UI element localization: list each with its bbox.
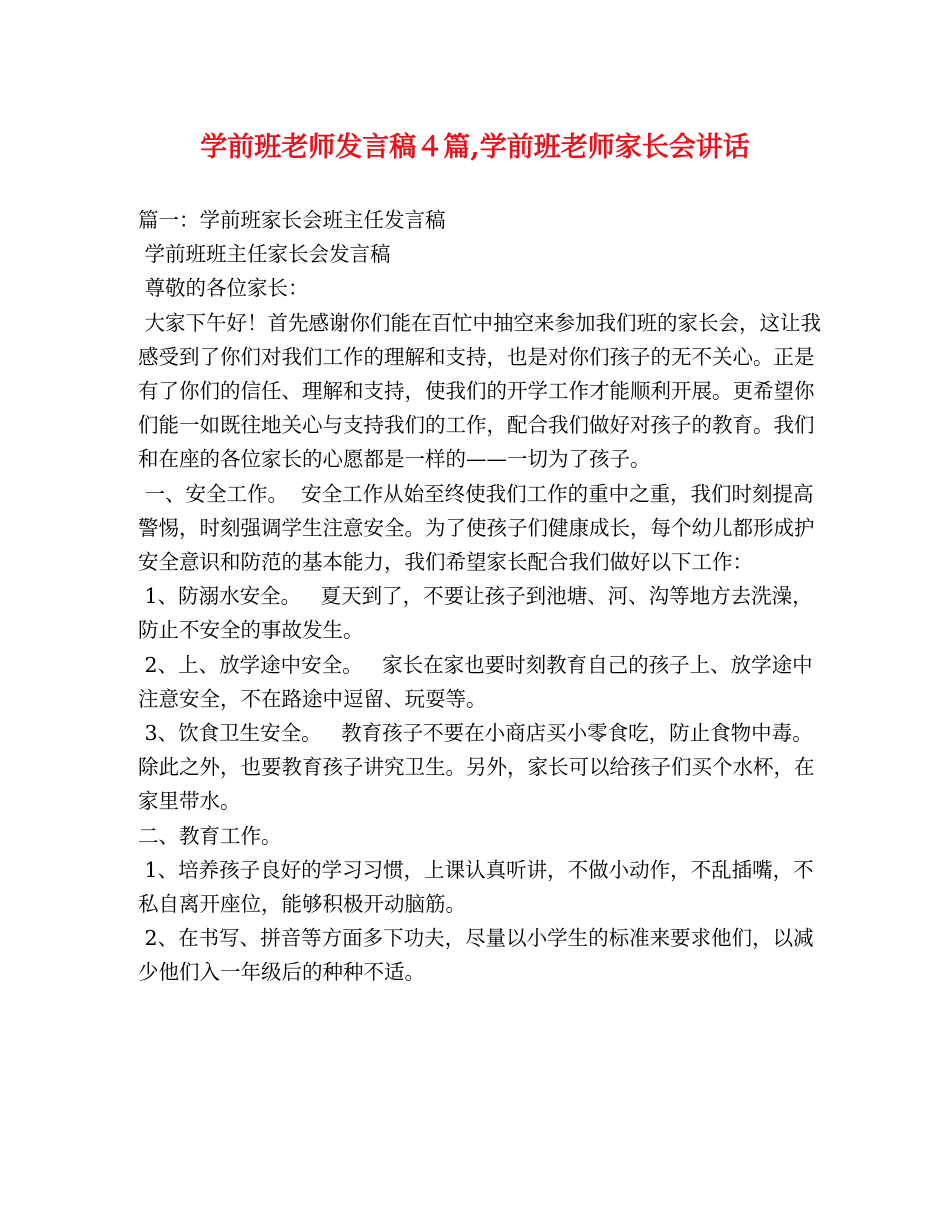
document-title: 学前班老师发言稿４篇,学前班老师家长会讲话 [200,132,750,163]
safety-work-paragraph: 一、安全工作。 安全工作从始至终使我们工作的重中之重，我们时刻提高警惕，时刻强调学生注意安全。为了使孩子们健康成长，每个幼儿都形成护安全意识和防范的基本能力，我们希望家长配合我们做好以下工作： [138,481,815,575]
food-safety-item: 3、饮食卫生安全。 教育孩子不要在小商店买小零食吃，防止食物中毒。除此之外，也要教育孩子讲究卫生。另外，家长可以给孩子们买个水杯，在家里带水。 [138,721,815,814]
section-heading-part-one: 篇一：学前班家长会班主任发言稿 [138,208,446,232]
document-body [138,203,828,990]
opening-paragraph: 大家下午好！首先感谢你们能在百忙中抽空来参加我们班的家长会，这让我感受到了你们对我们工作的理解和支持，也是对你们孩子的无不关心。正是有了你们的信任、理解和支持，使我们的开学工作才能顺利开展。更希望你们能一如既往地关心与支持我们的工作，配合我们做好对孩子的教育。我们和在座的各位家长的心愿都是一样的——一切为了孩子。 [138,310,822,472]
study-habits-item: 1、培养孩子良好的学习习惯，上课认真听讲，不做小动作，不乱插嘴，不私自离开座位，能够积极开动脑筋。 [138,857,814,917]
salutation: 尊敬的各位家长： [138,276,309,301]
writing-pinyin-item: 2、在书写、拼音等方面多下功夫，尽量以小学生的标准来要求他们，以减少他们入一年级后的种种不适。 [138,926,814,985]
education-work-heading: 二、教育工作。 [138,823,282,848]
speech-title: 学前班班主任家长会发言稿 [138,242,391,267]
drowning-safety-item: 1、防溺水安全。 夏天到了，不要让孩子到池塘、河、沟等地方去洗澡，防止不安全的事故发生。 [138,584,813,643]
commute-safety-item: 2、上、放学途中安全。 家长在家也要时刻教育自己的孩子上、放学途中注意安全，不在路途中逗留、玩耍等。 [138,652,813,711]
